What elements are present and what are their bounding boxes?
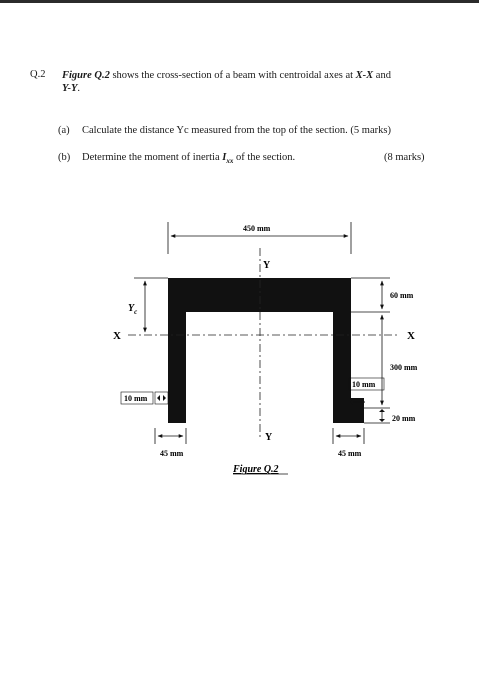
figure-caption: Figure Q.2	[233, 464, 279, 475]
part-a-text: Calculate the distance Yc measured from the top of the section. (5 marks)	[82, 125, 391, 136]
left-inner-label: 10 mm	[124, 394, 148, 403]
question-intro: shows the cross-section of a beam with centroidal axes at	[109, 70, 356, 81]
web-height-label: 300 mm	[390, 363, 418, 372]
beam-section	[168, 278, 364, 423]
part-b-text-after: of the section.	[233, 152, 296, 163]
flange-depth-label: 60 mm	[390, 291, 414, 300]
axis-xx-label: X-X	[355, 70, 374, 81]
yc-label: $Y_c$	[128, 303, 138, 316]
part-a-label: (a)	[58, 125, 70, 136]
question-and: and	[373, 70, 391, 81]
foot-label: 20 mm	[392, 414, 416, 423]
x-axis-label-left: X	[113, 330, 121, 342]
right-leg-label: 45 mm	[338, 449, 362, 458]
left-inner-arrows	[157, 395, 166, 401]
question-number: Q.2	[30, 69, 46, 80]
part-b-marks: (8 marks)	[384, 152, 425, 163]
y-axis-label-bottom: Y	[265, 432, 273, 443]
y-axis-label-top: Y	[263, 260, 271, 271]
x-axis-label-right: X	[407, 330, 415, 342]
top-width-label: 450 mm	[243, 224, 271, 233]
question-period: .	[77, 83, 80, 94]
part-b-text-before: Determine the moment of inertia	[82, 152, 223, 163]
inertia-subscript: xx	[226, 157, 234, 166]
part-b-label: (b)	[58, 152, 71, 163]
left-leg-label: 45 mm	[160, 449, 184, 458]
inertia-symbol: I	[222, 152, 227, 163]
axis-yy-label: Y-Y	[62, 83, 78, 94]
right-inner-label: 10 mm	[352, 380, 376, 389]
figure-reference: Figure Q.2	[62, 70, 110, 81]
